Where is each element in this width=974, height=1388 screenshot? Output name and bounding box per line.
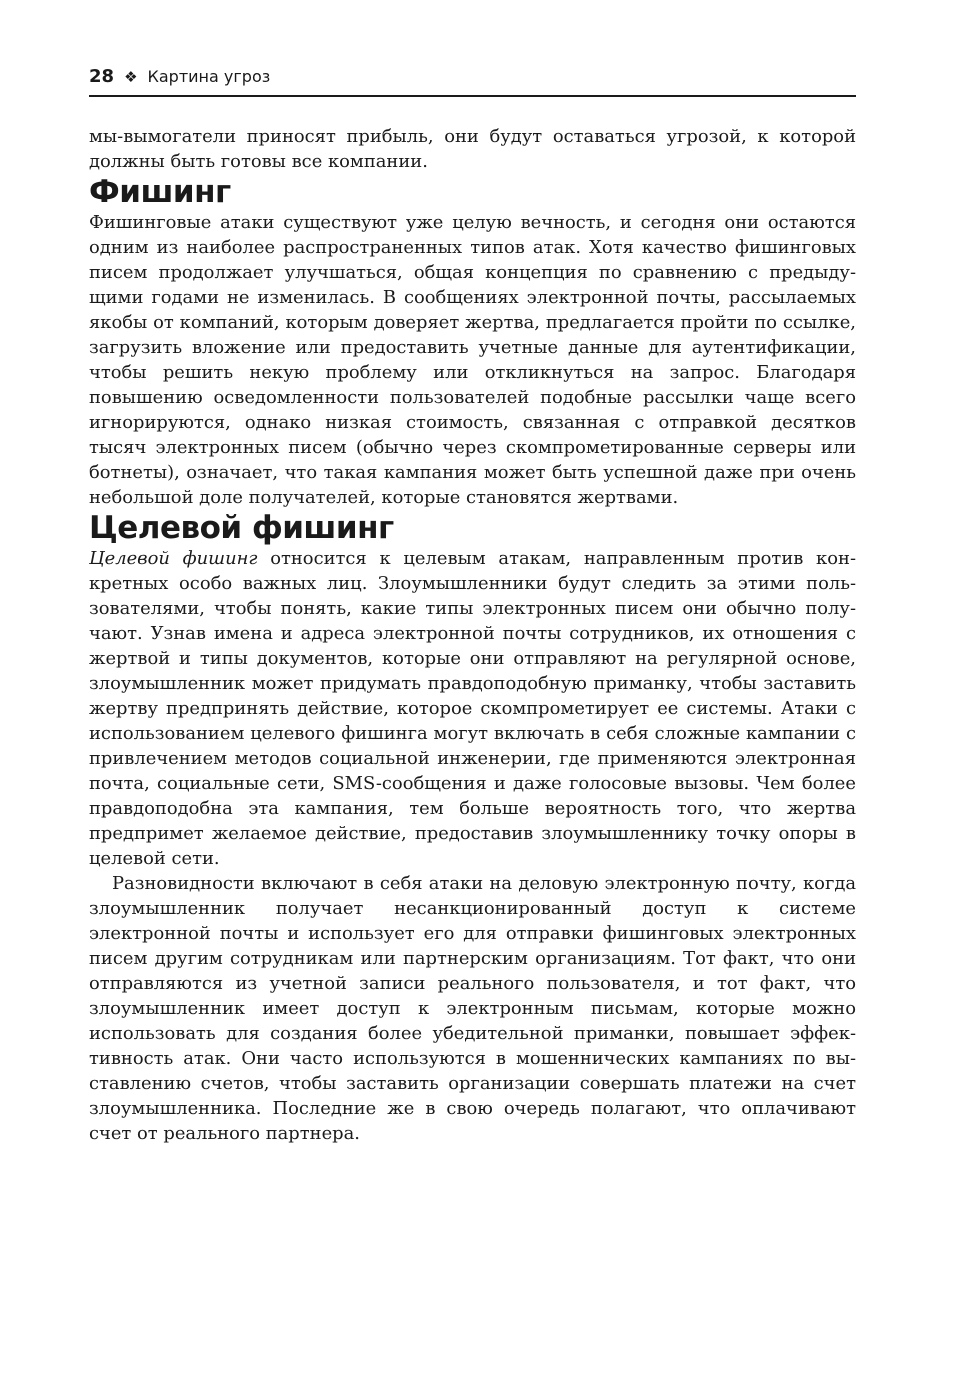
phishing-paragraph: Фишинговые атаки существуют уже целую вечность, и сегодня они остаются одним из наиболее распространенных типов атак. Хотя качество фишинговых писем продолжает улучшаться, общая концепция по сравнению с предыдущими годами не изменилась. В сообщениях электронной почты, рассылаемых якобы от компаний, которым доверяет жертва, предлагается пройти по ссылке, загрузить вложение или предоставить учетные данные для аутентификации, чтобы решить некую проблему или откликнуться на запрос. Благодаря повышению осведомленности пользователей подобные рассылки чаще всего игнорируются, однако низкая стоимость, связанная с отправкой десятков тысяч электронных писем (обычно через скомпрометированные серверы или ботнеты), означает, что такая кампания может быть успешной даже при очень небольшой доле получателей, которые становятся жертвами. [89, 212, 856, 508]
running-header [89, 66, 856, 97]
spear-phishing-paragraph-2: Разновидности включают в себя атаки на деловую электронную почту, когда злоумышленник получает несанкционированный доступ к системе электронной почты и использует его для отправки фишинговых электронных писем другим сотрудникам или партнерским организациям. Тот факт, что они отправляются из учетной записи реального пользователя, и тот факт, что злоумышленник имеет доступ к электронным письмам, которые можно использовать для создания более убедительной приманки, повышает эффективность атак. Они часто используются в мошеннических кампаниях по выставлению счетов, чтобы заставить организации совершать платежи на счет злоумышленника. Последние же в свою очередь полагают, что оплачивают счет от реального партнера. [89, 873, 856, 1144]
spear-phishing-paragraph-1-text: относится к целевым атакам, направленным против конкретных особо важных лиц. Злоумышленники будут следить за этими пользователями, чтобы понять, какие типы электронных писем они обычно получают. Узнав имена и адреса электронной почты сотрудников, их отношения с жертвой и типы документов, которые они отправляют на регулярной основе, злоумышленник может придумать правдоподобную приманку, чтобы заставить жертву предпринять действие, которое скомпрометирует ее системы. Атаки с использованием целевого фишинга могут включать в себя сложные кампании с привлечением методов социальной инженерии, где применяются электронная почта, социальные сети, SMS-сообщения и даже голосовые вызовы. Чем более правдоподобна эта кампания, тем больше вероятность того, что жертва предпримет желаемое действие, предоставив злоумышленнику точку опоры в целевой сети. [89, 548, 856, 869]
section-heading-phishing: Фишинг [89, 174, 231, 210]
diamond-ornament-icon: ❖ [124, 68, 138, 86]
spear-phishing-paragraph-1 [89, 546, 856, 871]
chapter-title: Картина угроз [147, 67, 271, 86]
section-heading-spear-phishing: Целевой фишинг [89, 510, 394, 546]
book-page [89, 66, 856, 1146]
page-number: 28 [89, 66, 115, 87]
intro-paragraph: мы-вымогатели приносят прибыль, они будут оставаться угрозой, к которой должны быть готовы все компании. [89, 126, 856, 172]
term-spear-phishing: Целевой фишинг [89, 548, 258, 569]
